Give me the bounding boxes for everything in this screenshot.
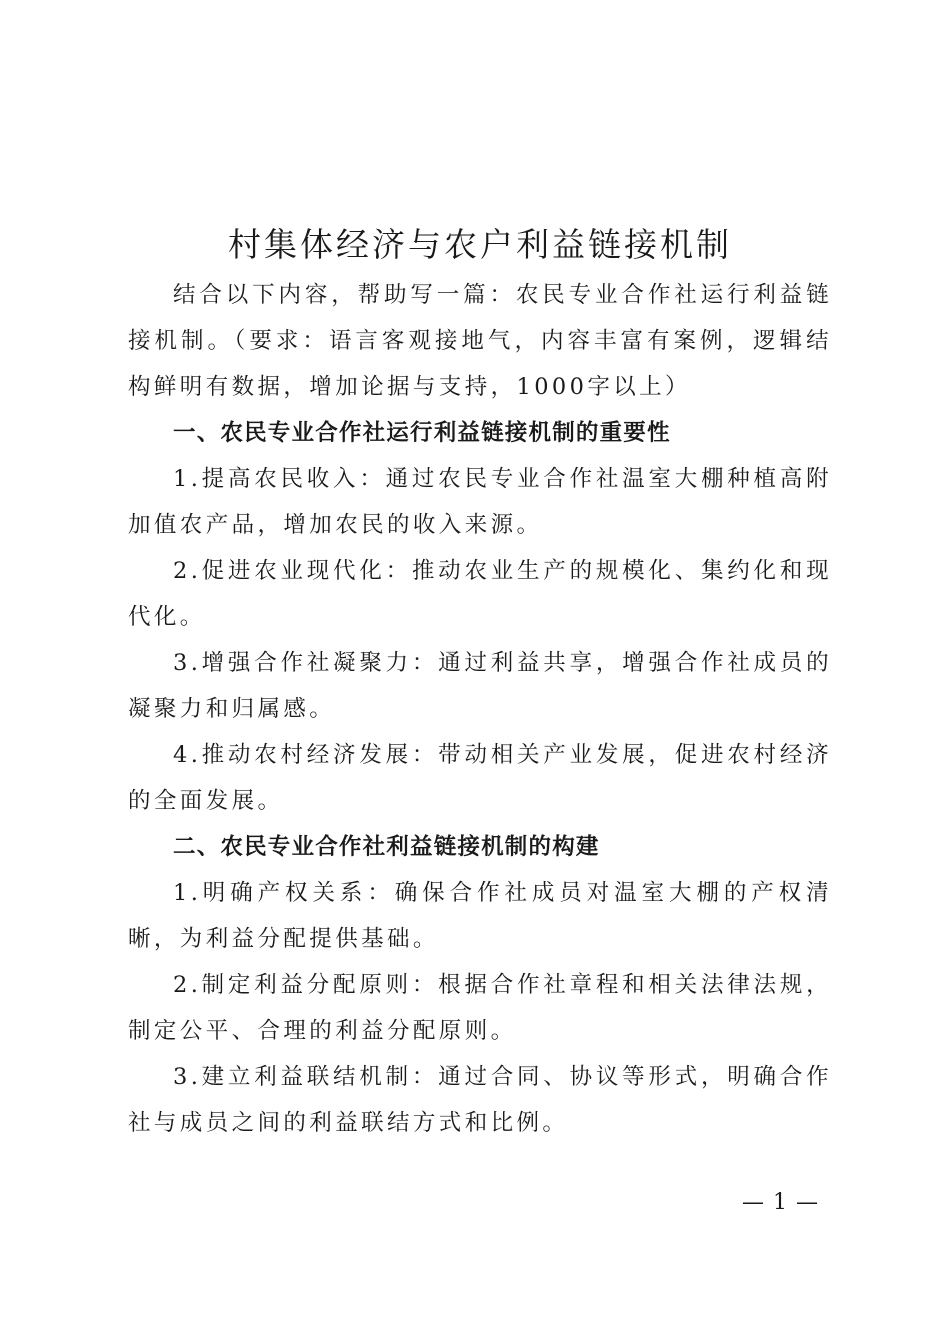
- section-2-heading: 二、农民专业合作社利益链接机制的构建: [173, 834, 600, 860]
- document-title: 村集体经济与农户利益链接机制: [228, 225, 732, 264]
- section-1-heading: 一、农民专业合作社运行利益链接机制的重要性: [173, 420, 671, 446]
- section-1-item-4: 4.推动农村经济发展：带动相关产业发展，促进农村经济的全面发展。: [128, 742, 832, 814]
- section-2-item-2: 2.制定利益分配原则：根据合作社章程和相关法律法规，制定公平、合理的利益分配原则。: [128, 972, 832, 1044]
- section-1-item-2: 2.促进农业现代化：推动农业生产的规模化、集约化和现代化。: [128, 558, 832, 630]
- section-1-item-1: 1.提高农民收入：通过农民专业合作社温室大棚种植高附加值农产品，增加农民的收入来源。: [128, 466, 832, 538]
- document-body: [128, 272, 832, 1146]
- page-number: — 1 —: [742, 1190, 819, 1215]
- section-2-item-3: 3.建立利益联结机制：通过合同、协议等形式，明确合作社与成员之间的利益联结方式和比例。: [128, 1064, 832, 1136]
- section-2-item-1: 1.明确产权关系：确保合作社成员对温室大棚的产权清晰，为利益分配提供基础。: [128, 880, 832, 952]
- intro-paragraph: 结合以下内容，帮助写一篇：农民专业合作社运行利益链接机制。（要求：语言客观接地气，内容丰富有案例，逻辑结构鲜明有数据，增加论据与支持，1000字以上）: [128, 282, 832, 400]
- section-1-item-3: 3.增强合作社凝聚力：通过利益共享，增强合作社成员的凝聚力和归属感。: [128, 650, 832, 722]
